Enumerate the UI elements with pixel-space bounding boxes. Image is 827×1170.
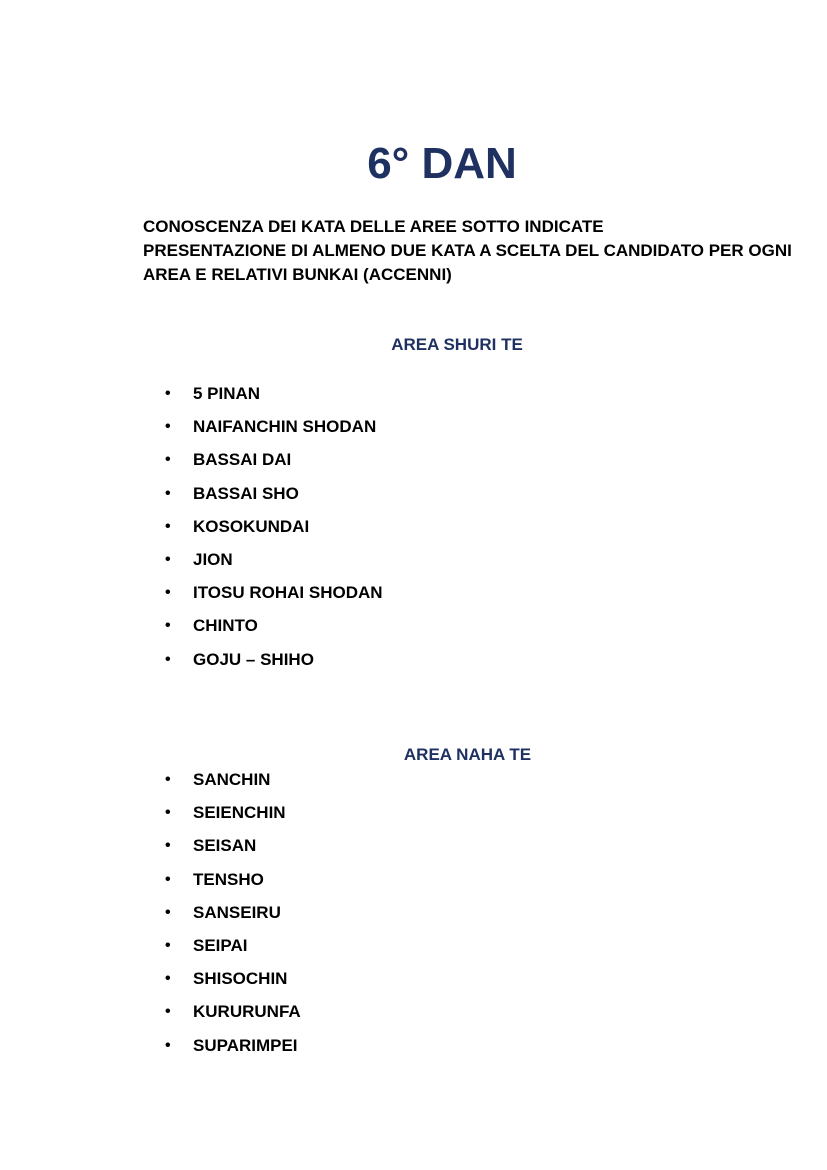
list-item xyxy=(165,935,301,968)
list-item xyxy=(165,582,383,615)
kata-name: SEIENCHIN xyxy=(193,803,286,823)
section-title-shuri-te: AREA SHURI TE xyxy=(391,335,523,354)
kata-name: ITOSU ROHAI SHODAN xyxy=(193,583,383,603)
bullet-icon: • xyxy=(165,484,171,502)
list-item xyxy=(165,449,383,482)
bullet-icon: • xyxy=(165,451,171,469)
bullet-icon: • xyxy=(165,1036,171,1054)
list-item xyxy=(165,802,301,835)
kata-name: NAIFANCHIN SHODAN xyxy=(193,417,377,437)
bullet-icon: • xyxy=(165,936,171,954)
list-item xyxy=(165,516,383,549)
list-item xyxy=(165,835,301,868)
list-item xyxy=(165,902,301,935)
kata-name: TENSHO xyxy=(193,869,264,889)
bullet-icon: • xyxy=(165,970,171,988)
list-item xyxy=(165,1035,301,1068)
bullet-icon: • xyxy=(165,804,171,822)
list-item xyxy=(165,615,383,648)
bullet-icon: • xyxy=(165,550,171,568)
list-item xyxy=(165,649,383,682)
list-item xyxy=(165,383,383,416)
bullet-icon: • xyxy=(165,837,171,855)
bullet-icon: • xyxy=(165,517,171,535)
kata-name: BASSAI SHO xyxy=(193,483,299,503)
intro-line: AREA E RELATIVI BUNKAI (ACCENNI) xyxy=(143,265,452,284)
kata-name: CHINTO xyxy=(193,616,258,636)
kata-list-naha-te xyxy=(165,769,301,1068)
list-item xyxy=(165,549,383,582)
kata-name: SEIPAI xyxy=(193,935,248,955)
bullet-icon: • xyxy=(165,650,171,668)
list-item xyxy=(165,968,301,1001)
kata-name: KOSOKUNDAI xyxy=(193,516,310,536)
list-item xyxy=(165,416,383,449)
page-title: 6° DAN xyxy=(367,139,517,188)
bullet-icon: • xyxy=(165,1003,171,1021)
kata-list-shuri-te xyxy=(165,383,383,682)
section-title-naha-te: AREA NAHA TE xyxy=(403,745,532,764)
bullet-icon: • xyxy=(165,771,171,788)
list-item xyxy=(165,483,383,516)
kata-name: BASSAI DAI xyxy=(193,450,292,470)
bullet-icon: • xyxy=(165,617,171,635)
kata-name: GOJU – SHIHO xyxy=(193,649,314,669)
list-item xyxy=(165,869,301,902)
bullet-icon: • xyxy=(165,584,171,602)
kata-name: SHISOCHIN xyxy=(193,969,288,989)
intro-line: CONOSCENZA DEI KATA DELLE AREE SOTTO INDICATE xyxy=(143,217,604,236)
intro-line: PRESENTAZIONE DI ALMENO DUE KATA A SCELTA DEL CANDIDATO PER OGNI xyxy=(143,241,792,260)
list-item xyxy=(165,1001,301,1034)
intro-paragraph xyxy=(143,215,813,287)
kata-name: SANCHIN xyxy=(193,770,271,789)
bullet-icon: • xyxy=(165,385,171,402)
bullet-icon: • xyxy=(165,870,171,888)
kata-name: 5 PINAN xyxy=(193,384,261,403)
bullet-icon: • xyxy=(165,418,171,436)
bullet-icon: • xyxy=(165,903,171,921)
kata-name: SUPARIMPEI xyxy=(193,1035,298,1055)
kata-name: SEISAN xyxy=(193,836,257,856)
kata-name: SANSEIRU xyxy=(193,902,281,922)
kata-name: KURURUNFA xyxy=(193,1002,301,1022)
list-item xyxy=(165,769,301,802)
kata-name: JION xyxy=(193,549,233,569)
